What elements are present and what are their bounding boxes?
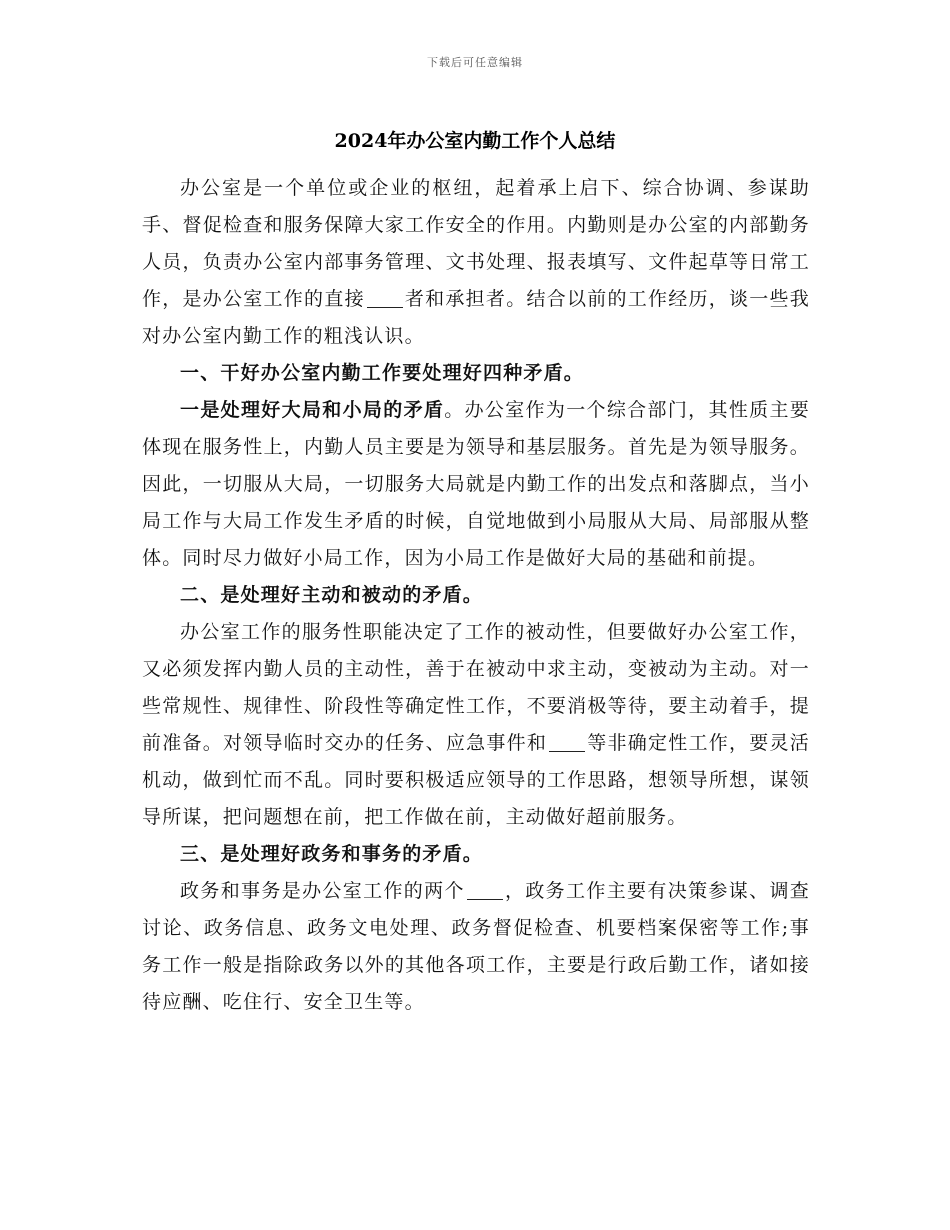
- intro-text-part2: 者和承担者。结合以前的工作经历，谈一些我对办公室内勤工作的粗浅认识。: [142, 288, 810, 347]
- section2-heading: 二、是处理好主动和被动的矛盾。: [180, 584, 484, 606]
- page-header-note: 下载后可任意编辑: [427, 56, 523, 69]
- section3-text-part1: 政务和事务是办公室工作的两个: [180, 880, 465, 902]
- fill-in-blank: [367, 288, 403, 308]
- section1-lead-heading: 一是处理好大局和小局的矛盾: [180, 399, 445, 421]
- section1-paragraph: [142, 392, 810, 577]
- section3-heading: 三、是处理好政务和事务的矛盾。: [180, 843, 484, 865]
- section3-paragraph: [142, 873, 810, 1021]
- fill-in-blank: [549, 732, 585, 752]
- section3-text-part2: ，政务工作主要有决策参谋、调查讨论、政务信息、政务文电处理、政务督促检查、机要档案保密等工作;事务工作一般是指除政务以外的其他各项工作，主要是行政后勤工作，诸如接待应酬、吃住行、安全卫生等。: [142, 880, 810, 1013]
- document-body: [142, 170, 810, 1021]
- document-title: 2024年办公室内勤工作个人总结: [334, 130, 616, 152]
- fill-in-blank: [467, 880, 503, 900]
- intro-text-part1: 办公室是一个单位或企业的枢纽，起着承上启下、综合协调、参谋助手、督促检查和服务保障大家工作安全的作用。内勤则是办公室的内部勤务人员，负责办公室内部事务管理、文书处理、报表填写、文件起草等日常工作，是办公室工作的直接: [142, 177, 810, 310]
- section2-text-part1: 办公室工作的服务性职能决定了工作的被动性，但要做好办公室工作，又必须发挥内勤人员的主动性，善于在被动中求主动，变被动为主动。对一些常规性、规律性、阶段性等确定性工作，不要消极等待，要主动着手，提前准备。对领导临时交办的任务、应急事件和: [142, 621, 810, 754]
- section2-text-part2: 等非确定性工作，要灵活机动，做到忙而不乱。同时要积极适应领导的工作思路，想领导所想，谋领导所谋，把问题想在前，把工作做在前，主动做好超前服务。: [142, 732, 810, 828]
- main-section-heading: 一、干好办公室内勤工作要处理好四种矛盾。: [180, 362, 585, 384]
- section2-paragraph: [142, 614, 810, 836]
- section1-body-text: 。办公室作为一个综合部门，其性质主要体现在服务性上，内勤人员主要是为领导和基层服务。首先是为领导服务。因此，一切服从大局，一切服务大局就是内勤工作的出发点和落脚点，当小局工作与大局工作发生矛盾的时候，自觉地做到小局服从大局、局部服从整体。同时尽力做好小局工作，因为小局工作是做好大局的基础和前提。: [142, 399, 810, 569]
- intro-paragraph: [142, 170, 810, 355]
